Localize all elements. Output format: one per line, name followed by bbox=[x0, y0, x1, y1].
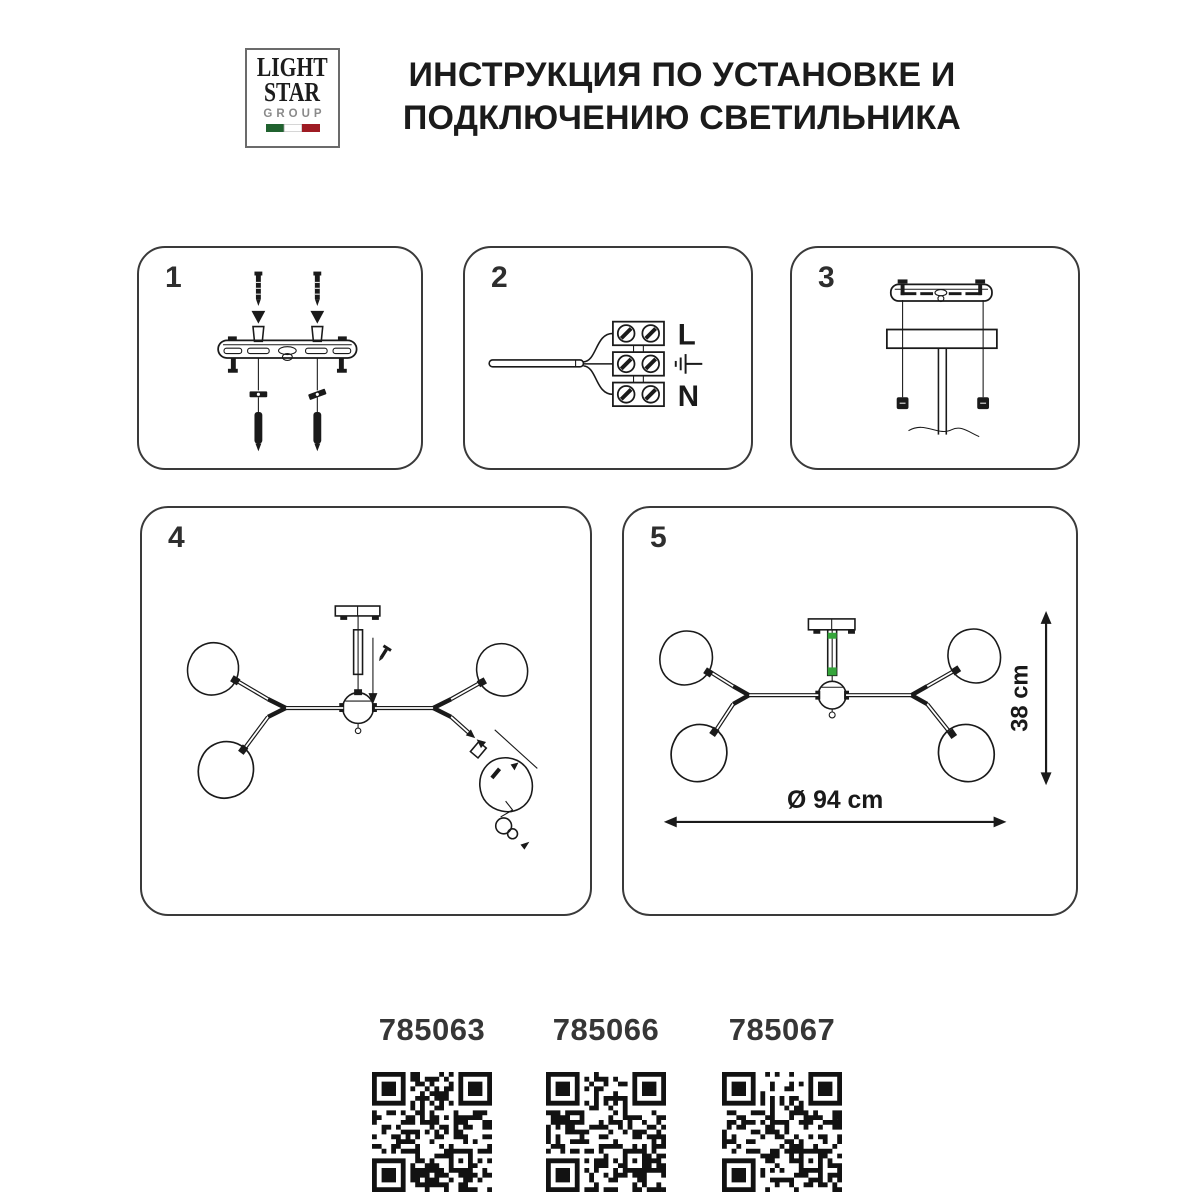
break-line bbox=[908, 427, 979, 436]
down-arrow-icon bbox=[1041, 772, 1052, 785]
page-title-line1: ИНСТРУКЦИЯ ПО УСТАНОВКЕ И bbox=[408, 56, 956, 94]
page-title bbox=[392, 54, 972, 140]
terminal-block bbox=[613, 322, 664, 406]
product-785067 bbox=[712, 1012, 852, 1192]
right-arrow-icon bbox=[994, 816, 1007, 827]
assembly-arrow bbox=[368, 638, 391, 704]
down-arrow-icon bbox=[252, 311, 266, 324]
step-1-number: 1 bbox=[165, 261, 182, 294]
flag-red-stripe bbox=[302, 124, 320, 132]
rotate-arrow-icon bbox=[520, 842, 529, 850]
earth-ground-icon bbox=[676, 354, 703, 374]
height-dimension bbox=[1006, 611, 1051, 785]
down-rod bbox=[828, 630, 837, 681]
step-4-assembly-diagram bbox=[142, 508, 590, 914]
qr-code bbox=[722, 1072, 842, 1192]
flag-green-stripe bbox=[266, 124, 284, 132]
step-5-number: 5 bbox=[650, 521, 667, 554]
step-2-wiring-diagram bbox=[465, 248, 751, 468]
supply-cable bbox=[489, 333, 613, 394]
step-1-panel bbox=[137, 246, 423, 470]
step-5-dimensions-diagram bbox=[624, 508, 1076, 914]
page-title-line2: ПОДКЛЮЧЕНИЮ СВЕТИЛЬНИКА bbox=[402, 99, 962, 137]
product-code: 785063 bbox=[378, 1012, 486, 1047]
live-wire-label: L bbox=[677, 318, 696, 352]
qr-code bbox=[546, 1072, 666, 1192]
insert-arrow-icon bbox=[511, 762, 519, 770]
up-arrow-icon bbox=[1041, 611, 1052, 624]
shade-mounting-detail bbox=[466, 729, 538, 849]
step-5-panel bbox=[622, 506, 1078, 916]
product-code: 785067 bbox=[728, 1012, 836, 1047]
diameter-dimension bbox=[664, 787, 1007, 827]
italian-flag-icon bbox=[266, 124, 320, 132]
rod-lock-green bbox=[828, 667, 837, 675]
canopy-plate bbox=[887, 330, 997, 349]
terminal-screws bbox=[618, 325, 659, 403]
step-2-number: 2 bbox=[491, 261, 508, 294]
down-rod bbox=[354, 616, 363, 691]
product-785066 bbox=[536, 1012, 676, 1192]
bulb-icon bbox=[496, 818, 512, 834]
screw-and-anchor-right bbox=[308, 272, 327, 452]
screw-and-anchor-left bbox=[250, 272, 268, 452]
step-3-panel bbox=[790, 246, 1080, 470]
diameter-dimension-label: Ø 94 cm bbox=[786, 787, 884, 815]
height-dimension-label: 38 cm bbox=[1006, 664, 1034, 732]
left-arrow-icon bbox=[664, 816, 677, 827]
step-3-number: 3 bbox=[818, 261, 835, 294]
hanging-screws bbox=[897, 300, 989, 409]
lightstar-logo bbox=[245, 48, 340, 148]
flag-white-stripe bbox=[284, 124, 302, 132]
step-3-canopy-diagram bbox=[792, 248, 1078, 468]
mounting-bracket bbox=[218, 336, 356, 372]
product-785063 bbox=[362, 1012, 502, 1192]
down-arrow-icon bbox=[310, 311, 324, 324]
central-body bbox=[815, 681, 849, 718]
step-4-number: 4 bbox=[168, 521, 185, 554]
step-2-panel bbox=[463, 246, 753, 470]
step-1-mounting-bracket-diagram bbox=[139, 248, 421, 468]
qr-code bbox=[372, 1072, 492, 1192]
logo-word-group: GROUP bbox=[263, 108, 326, 120]
small-screw-icon bbox=[375, 644, 391, 663]
logo-word-star: STAR bbox=[264, 77, 321, 107]
rod-lock-green bbox=[828, 633, 837, 639]
fixture-stem bbox=[908, 348, 979, 436]
glass-shades bbox=[660, 629, 1001, 782]
logo-word-light: LIGHT bbox=[257, 52, 328, 82]
ceiling-bracket bbox=[891, 279, 992, 301]
step-4-panel bbox=[140, 506, 592, 916]
neutral-wire-label: N bbox=[677, 380, 700, 414]
product-code: 785066 bbox=[552, 1012, 660, 1047]
